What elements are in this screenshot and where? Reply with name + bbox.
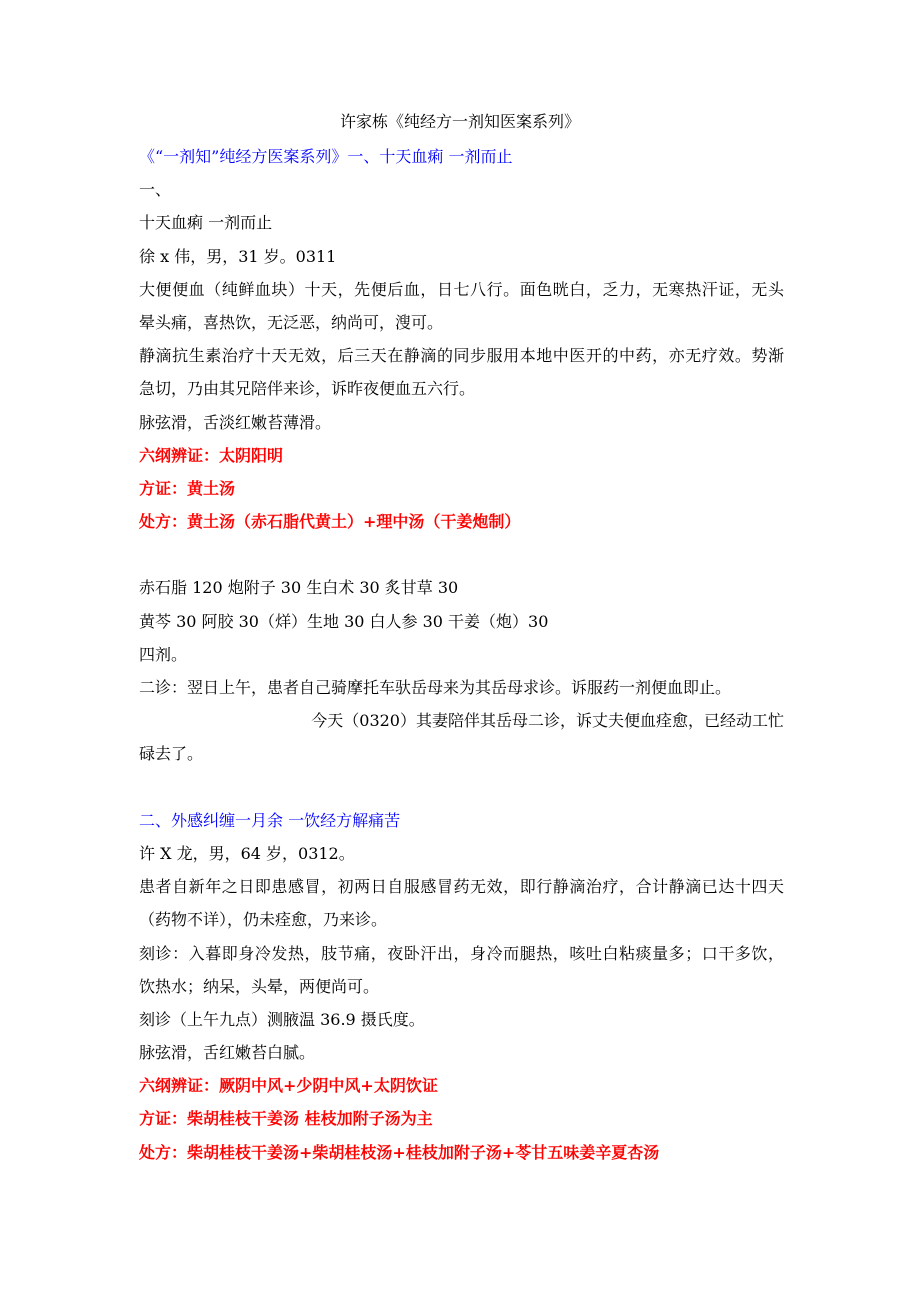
case1-followup: 二诊：翌日上午，患者自己骑摩托车驮岳母来为其岳母求诊。诉服药一剂便血即止。 xyxy=(139,678,732,697)
case1-history-line2: 急切，乃由其兄陪伴来诊，诉昨夜便血五六行。 xyxy=(139,379,476,399)
case1-herbs-line2: 黄芩 30 阿胶 30（烊）生地 30 白人参 30 干姜（炮）30 xyxy=(139,611,549,631)
case1-pulse: 脉弦滑，舌淡红嫩苔薄滑。 xyxy=(139,412,332,432)
case2-formula-pattern: 方证：柴胡桂枝干姜汤 桂枝加附子汤为主 xyxy=(139,1109,433,1129)
case1-number: 一、 xyxy=(139,180,172,200)
case2-exam-line2: 饮热水；纳呆，头晕，两便尚可。 xyxy=(139,976,380,996)
case1-patient: 徐 x 伟，男，31 岁。0311 xyxy=(139,246,337,266)
case2-pulse: 脉弦滑，舌红嫩苔白腻。 xyxy=(139,1043,316,1063)
case2-heading: 二、外感纠缠一月余 一饮经方解痛苦 xyxy=(139,810,401,830)
spacer xyxy=(139,771,784,804)
case1-history-line1: 静滴抗生素治疗十天无效，后三天在静滴的同步服用本地中医开的中药，亦无疗效。势渐 xyxy=(139,346,784,366)
case2-six-channel: 六纲辨证：厥阴中风+少阴中风+太阴饮证 xyxy=(139,1076,438,1096)
case1-heading: 《“一剂知”纯经方医案系列》一、十天血痢 一剂而止 xyxy=(139,147,513,166)
case1-today-line2: 碌去了。 xyxy=(139,744,204,764)
case2-history-line2: （药物不详），仍未痊愈，乃来诊。 xyxy=(139,910,388,930)
case2-exam-line1: 刻诊：入暮即身冷发热，肢节痛，夜卧汗出，身冷而腿热，咳吐白粘痰量多；口干多饮， xyxy=(139,943,784,963)
case1-doses: 四剂。 xyxy=(139,644,188,664)
case1-formula-pattern: 方证：黄土汤 xyxy=(139,478,236,498)
case1-prescription: 处方：黄土汤（赤石脂代黄土）+理中汤（干姜炮制） xyxy=(139,512,521,532)
case1-symptoms-line1: 大便便血（纯鲜血块）十天，先便后血，日七八行。面色晄白，乏力，无寒热汗证，无头 xyxy=(139,279,784,299)
case1-today-line1: 今天（0320）其妻陪伴其岳母二诊，诉丈夫便血痊愈，已经动工忙 xyxy=(311,711,784,731)
case1-symptoms-line2: 晕头痛，喜热饮，无泛恶，纳尚可，溲可。 xyxy=(139,312,444,332)
case2-prescription: 处方：柴胡桂枝干姜汤+柴胡桂枝汤+桂枝加附子汤+苓甘五味姜辛夏杏汤 xyxy=(139,1142,660,1162)
document-body xyxy=(139,140,784,1169)
spacer xyxy=(139,538,784,571)
case2-patient: 许 X 龙，男，64 岁，0312。 xyxy=(139,843,355,863)
case1-subtitle: 十天血痢 一剂而止 xyxy=(139,213,273,233)
case2-history-line1: 患者自新年之日即患感冒，初两日自服感冒药无效，即行静滴治疗，合计静滴已达十四天 xyxy=(139,877,784,897)
case1-herbs-line1: 赤石脂 120 炮附子 30 生白术 30 炙甘草 30 xyxy=(139,578,459,598)
case2-temperature: 刻诊（上午九点）测腋温 36.9 摄氏度。 xyxy=(139,1009,425,1029)
case1-six-channel: 六纲辨证：太阴阳明 xyxy=(139,445,284,465)
document-title: 许家栋《纯经方一剂知医案系列》 xyxy=(339,112,580,131)
